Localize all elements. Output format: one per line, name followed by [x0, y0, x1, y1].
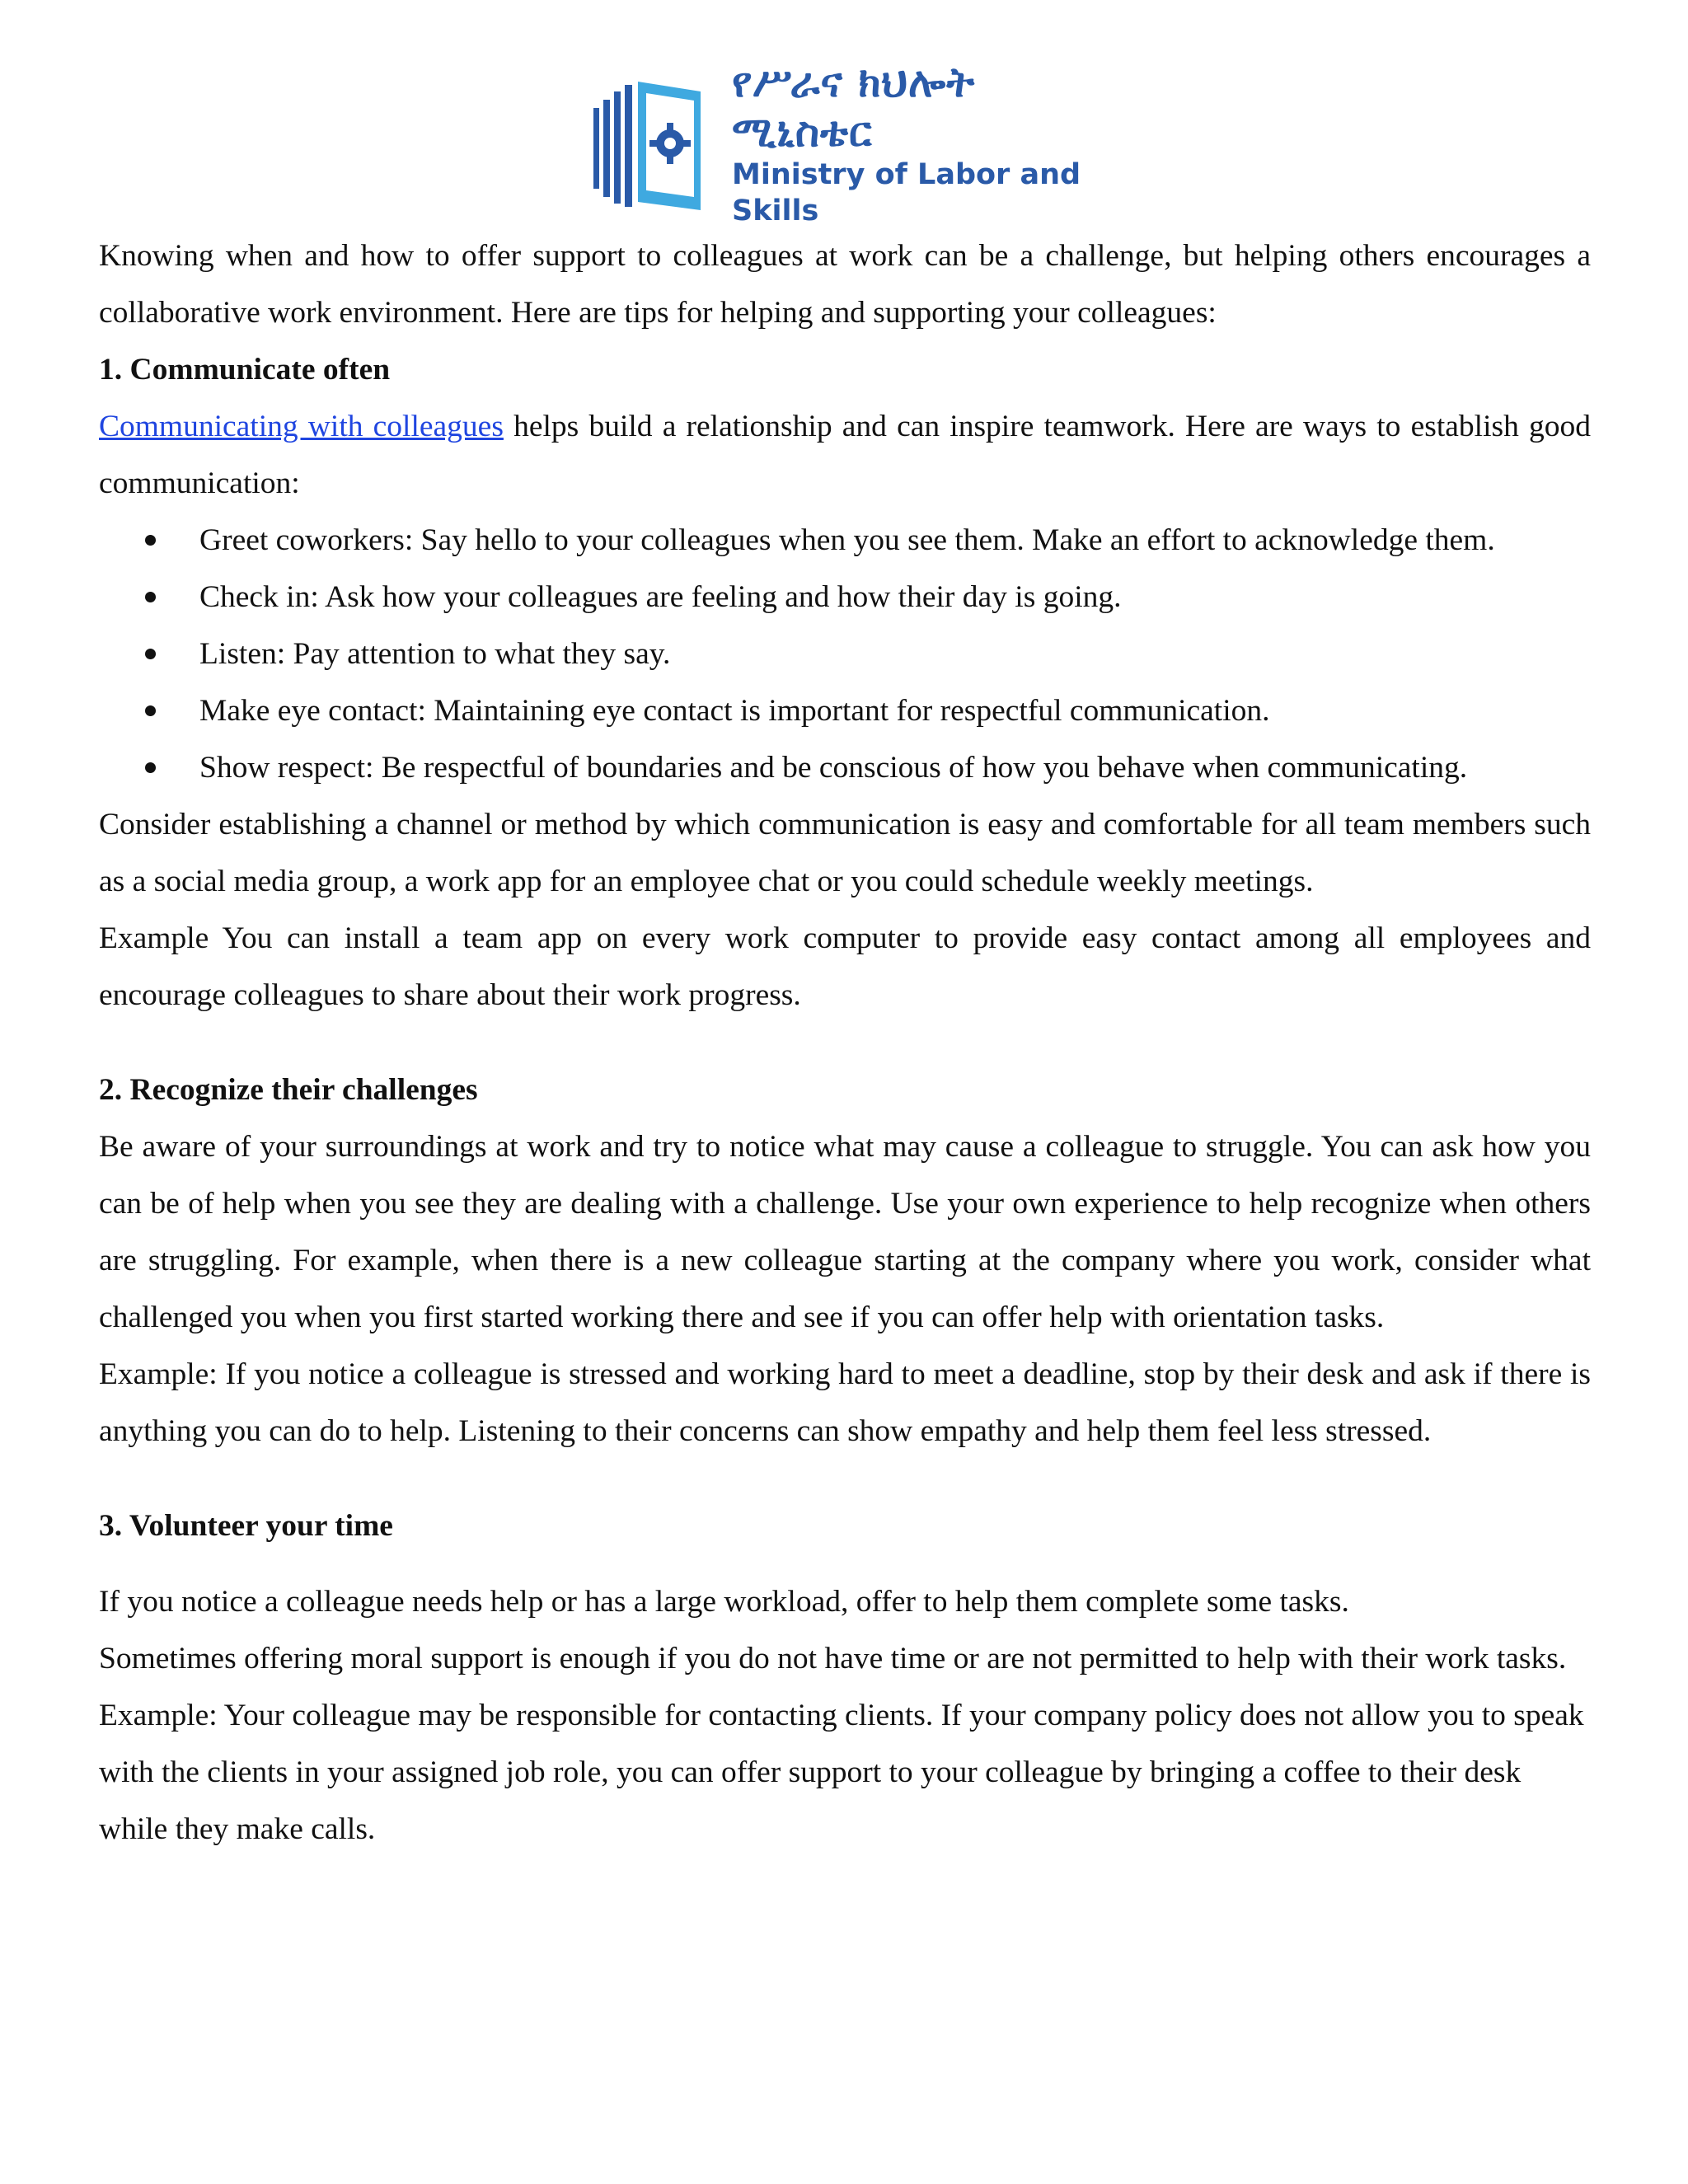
ministry-book-gear-icon — [592, 73, 715, 213]
section-2-heading: 2. Recognize their challenges — [99, 1073, 478, 1107]
list-item-text: Listen: Pay attention to what they say. — [199, 637, 671, 671]
heading-spacer — [99, 1554, 1591, 1573]
section-1-example: Example You can install a team app on every work computer to provide easy contact among all employees and encourage colleagues to share about their work progress. — [99, 921, 1591, 1012]
bullet-icon — [145, 705, 156, 716]
section-1-heading: 1. Communicate often — [99, 353, 391, 387]
list-item-text: Show respect: Be respectful of boundaries and be conscious of how you behave when communicating. — [199, 751, 1468, 785]
section-3-heading: 3. Volunteer your time — [99, 1509, 393, 1543]
bullet-icon — [145, 535, 156, 546]
list-item — [99, 626, 1591, 682]
list-item-text: Check in: Ask how your colleagues are feeling and how their day is going. — [199, 580, 1122, 614]
section-1-lead-text: helps build a relationship and can inspire teamwork. Here are ways to establish good communication: — [99, 410, 1592, 500]
section-spacer — [99, 1460, 1591, 1497]
list-item-text: Make eye contact: Maintaining eye contact is important for respectful communication. — [199, 694, 1270, 728]
section-1-paragraph: Consider establishing a channel or method by which communication is easy and comfortable for all team members such as a social media group, a work app for an employee chat or you could schedule weekly meetings. — [99, 808, 1591, 898]
section-1-lead — [99, 398, 1591, 512]
bullet-icon — [145, 762, 156, 773]
communication-tips-list — [99, 512, 1591, 796]
document-body — [99, 227, 1591, 1858]
ministry-logo — [592, 58, 1086, 227]
list-item — [99, 739, 1591, 796]
intro-paragraph: Knowing when and how to offer support to colleagues at work can be a challenge, but helping others encourages a collaborative work environment. Here are tips for helping and supporting your colleagues: — [99, 239, 1591, 330]
list-item — [99, 682, 1591, 739]
list-item — [99, 569, 1591, 626]
logo-amharic-name: የሥራና ክህሎት ሚኒስቴር — [732, 58, 976, 156]
section-3-example: Example: Your colleague may be responsible for contacting clients. If your company policy does not allow you to speak with the clients in your assigned job role, you can offer support to your colleague by bringing a coffee to their desk while they make calls. — [99, 1699, 1584, 1846]
communicating-with-colleagues-link[interactable]: Communicating with colleagues — [99, 410, 504, 443]
list-item-text: Greet coworkers: Say hello to your colleagues when you see them. Make an effort to acknowledge them. — [199, 523, 1495, 557]
section-spacer — [99, 1024, 1591, 1062]
bullet-icon — [145, 649, 156, 659]
logo-english-name: Ministry of Labor and Skills — [732, 157, 1081, 227]
bullet-icon — [145, 592, 156, 602]
section-2-example: Example: If you notice a colleague is stressed and working hard to meet a deadline, stop by their desk and ask if there is anything you can do to help. Listening to their concerns can show empathy and help them feel less stressed. — [99, 1357, 1591, 1448]
section-2-paragraph: Be aware of your surroundings at work and try to notice what may cause a colleague to struggle. You can ask how you can be of help when you see they are dealing with a challenge. Use your own experience to help recognize when others are struggling. For example, when there is a new colleague starting at the company where you work, consider what challenged you when you first started working there and see if you can offer help with orientation tasks. — [99, 1130, 1591, 1334]
section-3-paragraph-2: Sometimes offering moral support is enough if you do not have time or are not permitted to help with their work tasks. — [99, 1642, 1567, 1675]
section-3-paragraph-1: If you notice a colleague needs help or has a large workload, offer to help them complete some tasks. — [99, 1585, 1349, 1619]
list-item — [99, 512, 1591, 569]
